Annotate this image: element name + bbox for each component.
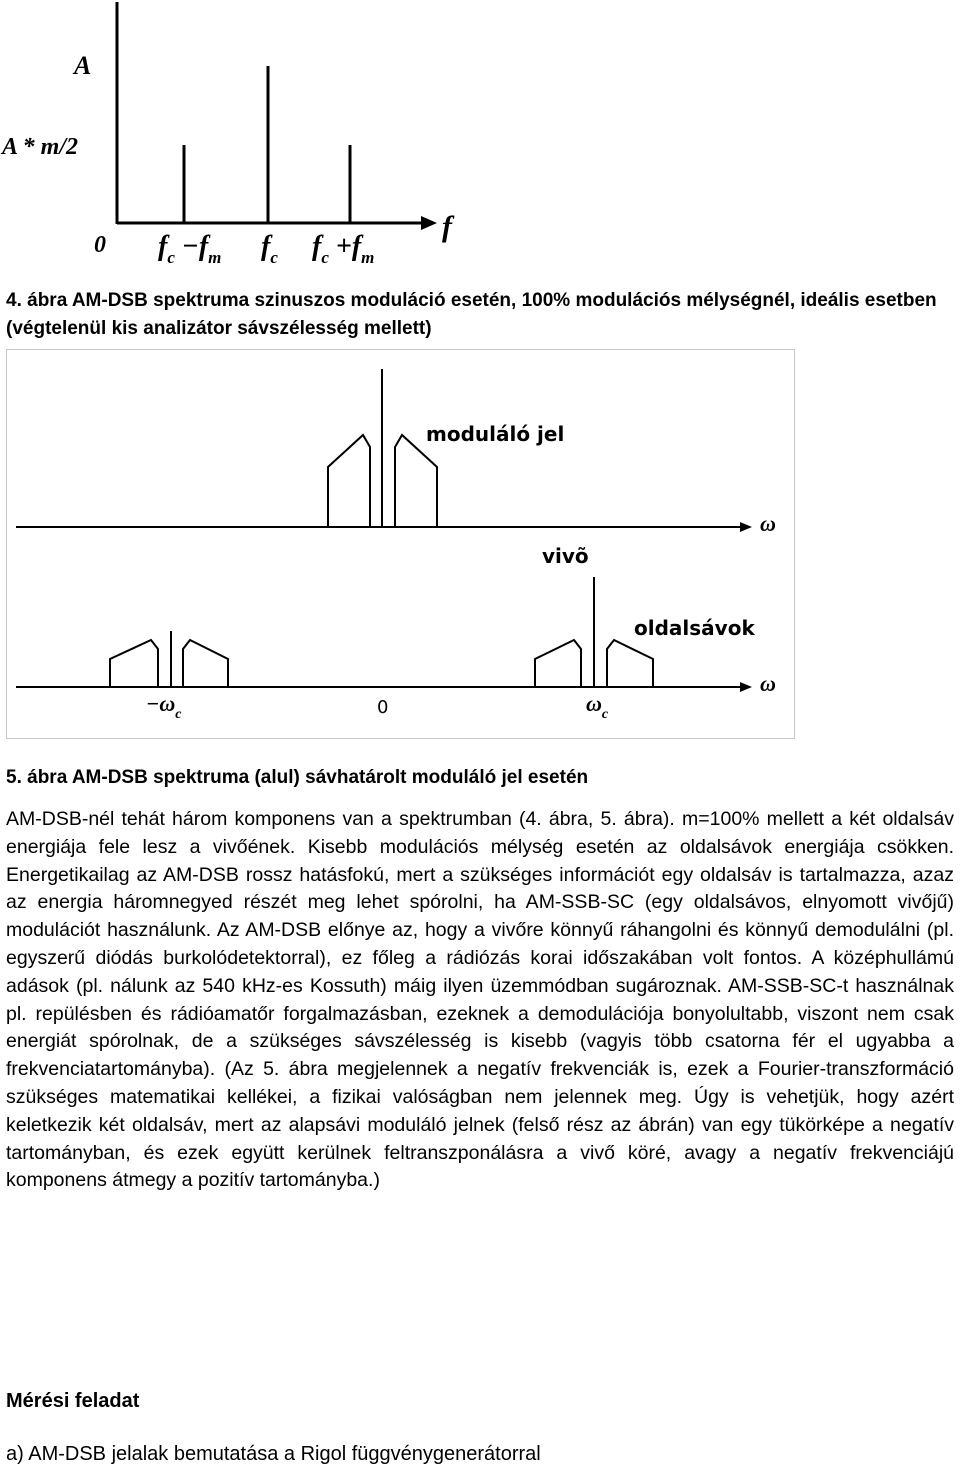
fig5-tick-neg-omega-c: $-\omega_c$	[146, 691, 182, 722]
figure-4-caption: 4. ábra AM-DSB spektruma szinuszos moduláció esetén, 100% modulációs mélységnél, ideális esetben (végtelenül kis analizátor sávszélesség mellett)	[6, 290, 937, 339]
figure-5-spectrum	[6, 349, 796, 739]
fig5-bottom-omega: ω	[760, 671, 776, 696]
fig5-tick-omega-c: $\omega_c$	[586, 691, 609, 722]
fig4-x-axis-label: f	[442, 210, 452, 243]
fig4-tick-upper: $f_c +f_m$	[312, 231, 375, 267]
fig4-x-arrow	[421, 216, 437, 230]
fig4-zero-label: 0	[94, 232, 106, 258]
fig5-top-omega: ω	[760, 511, 776, 536]
task-item-a: a) AM-DSB jelalak bemutatása a Rigol függvénygenerátorral	[6, 1443, 541, 1465]
fig4-y-top-label: A	[74, 51, 92, 80]
fig4-tick-center: $f_c$	[261, 231, 278, 267]
fig5-label-carrier: vivõ	[542, 544, 589, 568]
figure-5-caption: 5. ábra AM-DSB spektruma (alul) sávhatárolt moduláló jel esetén	[6, 767, 589, 788]
body-paragraph: AM-DSB-nél tehát három komponens van a spektrumban (4. ábra, 5. ábra). m=100% mellett a két oldalsáv energiája fele lesz a vivőének. Kisebb modulációs mélység esetén az oldalsávok energiája csökken. Energetikailag az AM-DSB rossz hatásfokú, mert a szükséges információt egy oldalsáv is tartalmazza, azaz az energia háromnegyed részét meg lehet spórolni, ha AM-SSB-SC (egy oldalsávos, elnyomott vivőjű) modulációt használunk. Az AM-DSB előnye az, hogy a vivőre könnyű ráhangolni és könnyű demodulálni (pl. egyszerű diódás burkolódetektorral), ez főleg a rádiózás korai időszakában volt fontos. A középhullámú adások (pl. nálunk az 540 kHz-es Kossuth) máig ilyen üzemmódban sugároznak. AM-SSB-SC-t használnak pl. repülésben és rádióamatőr forgalmazásban, ezeknek a demodulációja bonyolultabb, viszont nem csak energiát spórolnak, de a szükséges sávszélesség is kisebb (vagyis több csatorna fér el ugyabba a frekvenciatartományba). (Az 5. ábra megjelennek a negatív frekvenciák is, ezek a Fourier-transzformáció szükséges matematikai kellékei, a fizikai valóságban nem jelennek meg. Úgy is vehetjük, hogy azért keletkezik két oldalsáv, mert az alapsávi moduláló jelnek (felső rész az ábrán) van egy tükörképe a negatív tartományban, és ezek együtt kerülnek feltranszponálásra a vivő köré, avagy a negatív frekvenciájú komponens átmegy a pozitív tartományba.)	[6, 808, 954, 1192]
section-heading: Mérési feladat	[6, 1390, 140, 1412]
fig5-tick-zero: 0	[377, 697, 389, 718]
figure-4-spectrum	[0, 0, 470, 270]
fig5-label-modulating: moduláló jel	[426, 422, 565, 446]
fig4-y-mid-label: A * m/2	[2, 134, 79, 160]
fig4-tick-lower: $f_c -f_m$	[158, 231, 222, 267]
fig5-label-sidebands: oldalsávok	[634, 616, 755, 640]
